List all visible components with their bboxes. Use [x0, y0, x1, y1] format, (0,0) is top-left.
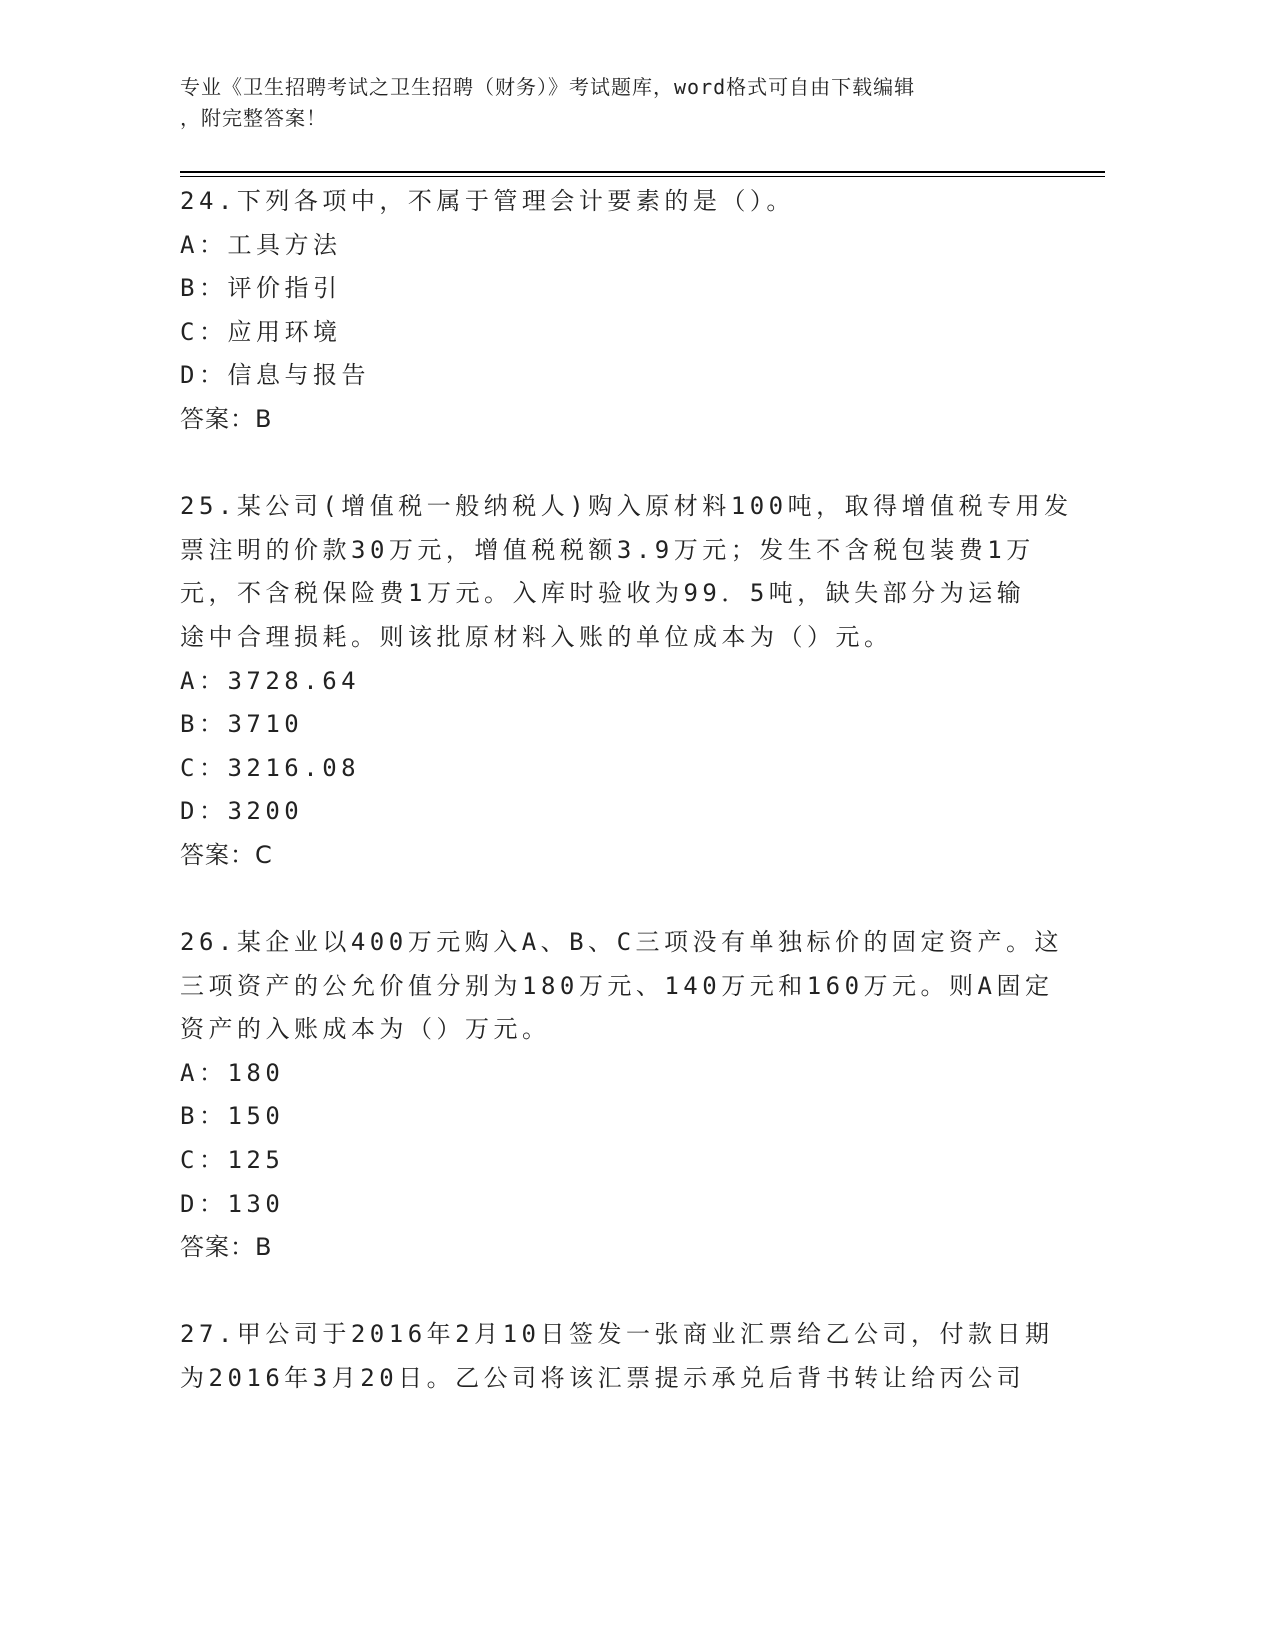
header-line: 专业《卫生招聘考试之卫生招聘（财务）》考试题库，word格式可自由下载编辑 [180, 75, 916, 99]
answer-option: A：180 [180, 1058, 285, 1087]
question-block [180, 180, 1080, 442]
answer-option: B：评价指引 [180, 274, 342, 303]
document-header [180, 72, 1080, 134]
header-divider [180, 171, 1105, 173]
answer-option: A：3728.64 [180, 666, 361, 695]
answer-option: D：3200 [180, 797, 304, 826]
answer-option: B：3710 [180, 710, 304, 739]
spacer [180, 442, 1080, 486]
answer-option: D：130 [180, 1189, 285, 1218]
question-block [180, 485, 1080, 877]
question-stem-line: 25.某公司(增值税一般纳税人)购入原材料100吨，取得增值税专用发 [180, 492, 1073, 521]
answer-option: C：3216.08 [180, 753, 361, 782]
answer-option: D：信息与报告 [180, 361, 370, 390]
correct-answer: 答案：B [180, 404, 273, 433]
question-stem-line: 24.下列各项中，不属于管理会计要素的是（）。 [180, 187, 795, 215]
question-block [180, 1313, 1080, 1400]
header-line: ，附完整答案！ [180, 106, 327, 130]
correct-answer: 答案：B [180, 1233, 273, 1262]
question-stem-line: 票注明的价款30万元，增值税税额3.9万元；发生不含税包装费1万 [180, 535, 1035, 564]
question-stem-line: 为2016年3月20日。乙公司将该汇票提示承兑后背书转让给丙公司 [180, 1364, 1026, 1393]
header-divider [180, 176, 1105, 177]
answer-option: A：工具方法 [180, 230, 342, 259]
question-stem-line: 26.某企业以400万元购入A、B、C三项没有单独标价的固定资产。这 [180, 928, 1064, 957]
question-block [180, 921, 1080, 1270]
question-stem-line: 元，不含税保险费1万元。入库时验收为99．5吨，缺失部分为运输 [180, 579, 1026, 608]
answer-option: C：125 [180, 1146, 285, 1175]
question-stem-line: 途中合理损耗。则该批原材料入账的单位成本为（）元。 [180, 622, 893, 651]
spacer [180, 878, 1080, 922]
question-stem-line: 三项资产的公允价值分别为180万元、140万元和160万元。则A固定 [180, 971, 1054, 1000]
spacer [180, 1270, 1080, 1314]
answer-option: C：应用环境 [180, 317, 342, 346]
question-stem-line: 27.甲公司于2016年2月10日签发一张商业汇票给乙公司，付款日期 [180, 1320, 1054, 1349]
question-list [180, 180, 1080, 1401]
question-stem-line: 资产的入账成本为（）万元。 [180, 1015, 551, 1044]
correct-answer: 答案：C [180, 840, 273, 869]
answer-option: B：150 [180, 1102, 285, 1131]
